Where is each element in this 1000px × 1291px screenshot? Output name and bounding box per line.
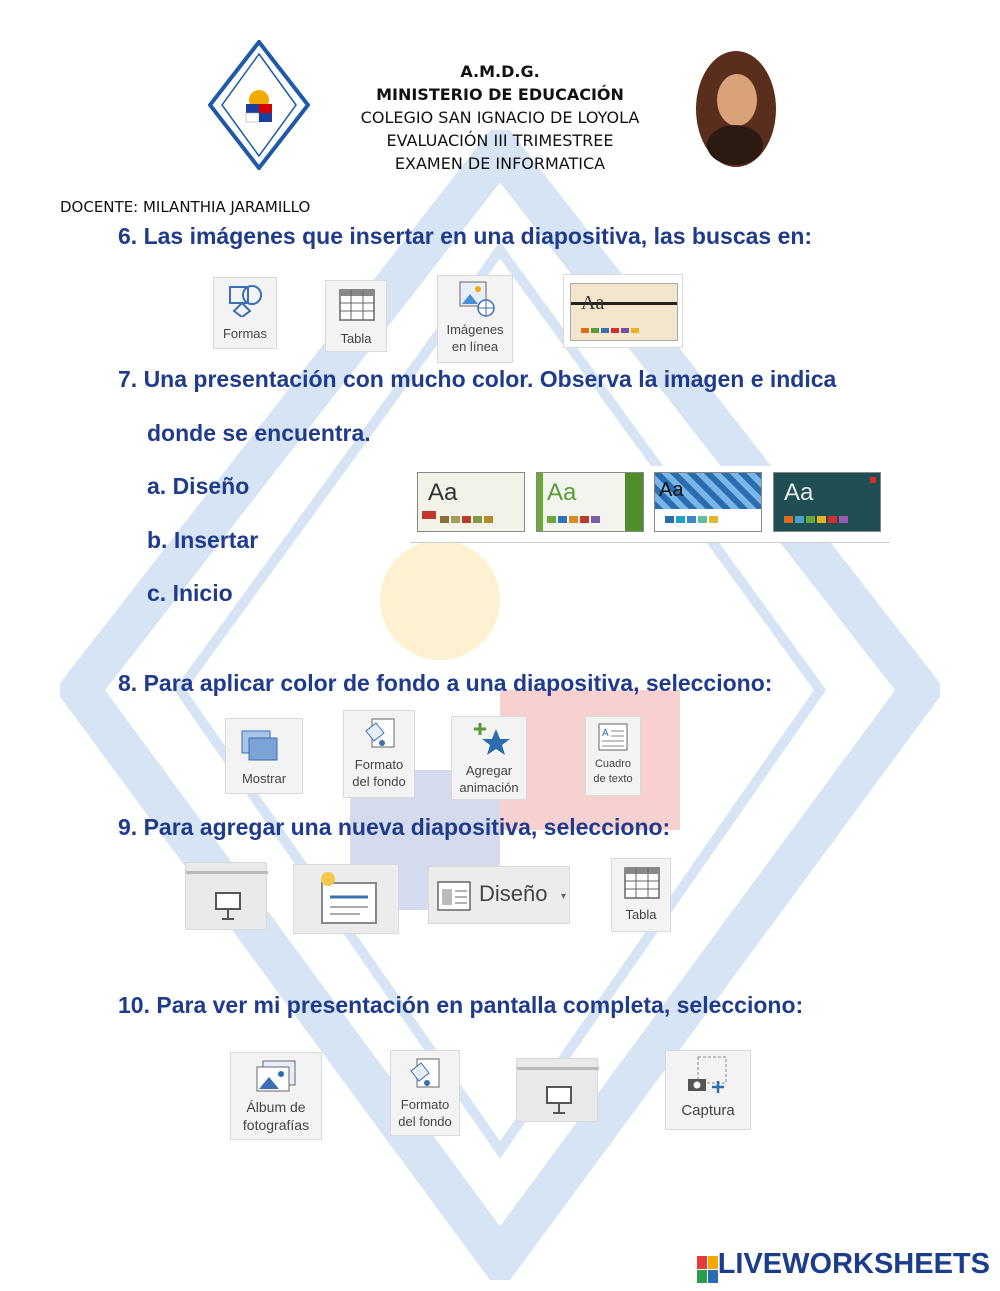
option-tabla[interactable] — [325, 280, 387, 352]
option-c-inicio[interactable]: c. Inicio — [147, 580, 233, 606]
show-slides-icon — [240, 729, 280, 763]
option-cuadro-label-2: de texto — [593, 773, 633, 785]
option-formato-fondo-q10[interactable] — [390, 1050, 460, 1136]
option-agregar-animacion[interactable] — [451, 716, 527, 800]
option-formas[interactable] — [213, 277, 277, 349]
option-cuadro-texto[interactable] — [585, 716, 641, 796]
layout-icon — [437, 881, 471, 911]
option-presentacion-icon[interactable] — [185, 862, 267, 930]
question-7-line2: donde se encuentra. — [147, 420, 371, 446]
header-evaluation: EVALUACIÓN III TRIMESTREE — [386, 131, 614, 150]
header-ministry: MINISTERIO DE EDUCACIÓN — [376, 85, 624, 104]
option-imagenes-label-1: Imágenes — [446, 322, 504, 337]
option-album-label-2: fotografías — [242, 1117, 310, 1133]
option-tabla-q9[interactable] — [611, 858, 671, 932]
new-slide-icon — [316, 869, 380, 927]
option-b-insertar[interactable]: b. Insertar — [147, 527, 259, 553]
question-9: 9. Para agregar una nueva diapositiva, selecciono: — [118, 814, 671, 840]
option-imagenes-en-linea[interactable] — [437, 275, 513, 363]
theme-4-label: Aa — [784, 479, 814, 506]
option-tabla-label: Tabla — [340, 331, 372, 346]
header-school: COLEGIO SAN IGNACIO DE LOYOLA — [360, 108, 640, 127]
option-album-fotografias[interactable] — [230, 1052, 322, 1140]
theme-3-label: Aa — [659, 479, 684, 501]
option-formato-label-1: Formato — [354, 757, 404, 772]
liveworksheets-brand: LIVEWORKSHEETS — [717, 1248, 990, 1280]
option-diseno-label: Diseño — [479, 881, 548, 906]
online-picture-icon — [458, 280, 496, 318]
option-cuadro-label-1: Cuadro — [594, 758, 632, 770]
option-formato-q10-label-1: Formato — [400, 1097, 450, 1112]
theme-3[interactable] — [654, 472, 762, 532]
option-formato-q10-label-2: del fondo — [398, 1114, 452, 1129]
header-amdg: A.M.D.G. — [460, 62, 540, 81]
slideshow-screen-icon — [545, 1083, 573, 1115]
option-diseno[interactable] — [428, 866, 570, 924]
option-mostrar[interactable] — [225, 718, 303, 794]
shapes-icon — [228, 283, 264, 317]
header-exam: EXAMEN DE INFORMATICA — [394, 154, 606, 173]
option-tabla-q9-label: Tabla — [625, 907, 657, 922]
svg-text:A: A — [602, 728, 609, 739]
photo-album-icon — [255, 1059, 297, 1093]
school-seal-logo — [208, 40, 310, 170]
theme-preview-aa: Aa — [581, 292, 605, 314]
theme-preview — [570, 283, 678, 341]
option-nueva-diapositiva[interactable] — [293, 864, 399, 934]
option-theme-thumbnail[interactable] — [563, 274, 683, 348]
option-animacion-label-2: animación — [459, 780, 519, 795]
option-a-diseno[interactable]: a. Diseño — [147, 473, 250, 499]
option-album-label-1: Álbum de — [246, 1099, 306, 1115]
option-presentacion-q10[interactable] — [516, 1058, 598, 1122]
theme-2[interactable] — [536, 472, 644, 532]
table-icon — [339, 289, 375, 321]
chevron-down-icon: ▾ — [561, 891, 567, 902]
option-formas-label: Formas — [222, 326, 268, 341]
liveworksheets-logo-icon — [697, 1256, 719, 1284]
question-8: 8. Para aplicar color de fondo a una diapositiva, selecciono: — [118, 670, 773, 696]
option-mostrar-label: Mostrar — [241, 771, 287, 786]
option-formato-fondo[interactable] — [343, 710, 415, 798]
header-block — [340, 60, 660, 175]
option-captura[interactable] — [665, 1050, 751, 1130]
option-captura-label: Captura — [681, 1102, 735, 1119]
question-10: 10. Para ver mi presentación en pantalla completa, selecciono: — [118, 992, 804, 1018]
question-6: 6. Las imágenes que insertar en una diapositiva, las buscas en: — [118, 223, 813, 249]
format-background-icon — [407, 1057, 443, 1091]
screenshot-camera-icon — [684, 1055, 730, 1095]
theme-2-label: Aa — [547, 479, 577, 506]
theme-1[interactable] — [417, 472, 525, 532]
theme-1-label: Aa — [428, 479, 458, 506]
add-animation-star-icon — [472, 721, 512, 759]
question-7-line1: 7. Una presentación con mucho color. Observa la imagen e indica — [118, 366, 837, 392]
teacher-name: DOCENTE: MILANTHIA JARAMILLO — [60, 198, 311, 216]
table-icon — [624, 867, 660, 899]
text-box-icon — [598, 723, 628, 751]
slideshow-screen-icon — [214, 889, 242, 921]
format-background-icon — [362, 717, 398, 751]
option-imagenes-label-2: en línea — [451, 339, 499, 354]
theme-4[interactable] — [773, 472, 881, 532]
option-formato-label-2: del fondo — [352, 774, 406, 789]
option-animacion-label-1: Agregar — [465, 763, 513, 778]
saint-portrait — [695, 50, 777, 168]
